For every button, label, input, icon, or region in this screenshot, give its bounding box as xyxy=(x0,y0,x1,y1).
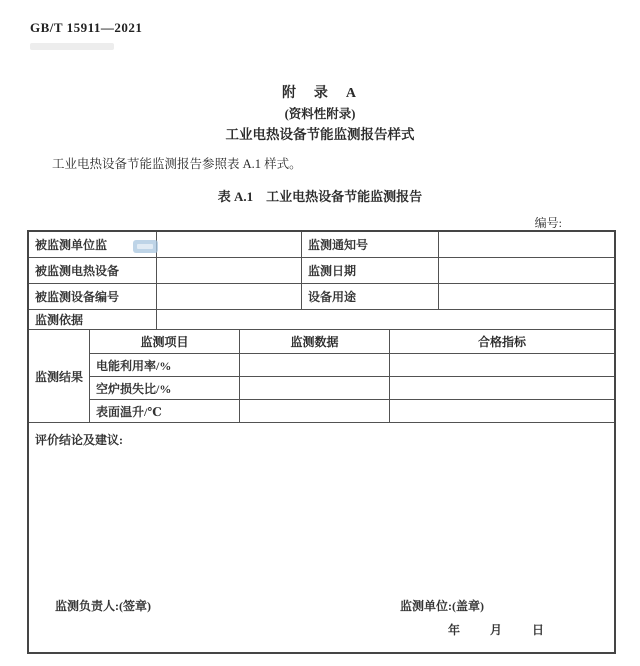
monitoring-date-label: 监测日期 xyxy=(302,258,439,283)
scan-smudge xyxy=(30,43,114,50)
table-row xyxy=(29,284,614,310)
surface-temp-rise-label: 表面温升/℃ xyxy=(90,400,240,422)
table-caption: 表 A.1 工业电热设备节能监测报告 xyxy=(217,189,423,204)
header-target: 合格指标 xyxy=(477,335,526,349)
monitored-equipment-value xyxy=(157,258,302,283)
standard-number: GB/T 15911—2021 xyxy=(30,20,143,35)
result-section-label: 监测结果 xyxy=(29,330,90,422)
signature-person-label: 监测负责人:(签章) xyxy=(55,599,151,613)
conclusion-label: 评价结论及建议: xyxy=(35,433,123,447)
result-row xyxy=(90,377,614,400)
monitored-equipment-label: 被监测电热设备 xyxy=(29,258,157,283)
surface-temp-rise-target xyxy=(390,400,614,422)
appendix-heading: 工业电热设备节能监测报告样式 xyxy=(225,127,415,142)
energy-utilization-label: 电能利用率/% xyxy=(90,354,240,376)
empty-furnace-loss-target xyxy=(390,377,614,399)
conclusion-section xyxy=(29,423,614,653)
monitored-unit-label: 被监测单位监 xyxy=(29,232,157,257)
equipment-use-label: 设备用途 xyxy=(302,284,439,309)
header-item: 监测项目 xyxy=(90,330,240,353)
result-section xyxy=(29,330,614,423)
notice-number-label: 监测通知号 xyxy=(302,232,439,257)
result-row xyxy=(90,354,614,377)
appendix-title: 附 录 A xyxy=(281,86,359,101)
empty-furnace-loss-label: 空炉损失比/% xyxy=(90,377,240,399)
watermark-stamp xyxy=(133,240,158,253)
energy-utilization-target xyxy=(390,354,614,376)
appendix-subtitle: (资料性附录) xyxy=(284,107,356,121)
table-row xyxy=(29,232,614,258)
header-data: 监测数据 xyxy=(240,330,390,353)
year-label: 年 xyxy=(447,623,460,637)
energy-utilization-data xyxy=(240,354,390,376)
table-row xyxy=(29,258,614,284)
equipment-use-value xyxy=(439,284,614,309)
day-label: 日 xyxy=(531,623,544,637)
body-paragraph: 工业电热设备节能监测报告参照表 A.1 样式。 xyxy=(52,157,302,171)
monitoring-date-value xyxy=(439,258,614,283)
signature-unit-label: 监测单位:(盖章) xyxy=(400,599,484,613)
notice-number-value xyxy=(439,232,614,257)
serial-number-label: 编号: xyxy=(534,216,562,230)
appendix-title-block xyxy=(0,84,640,145)
equipment-number-label: 被监测设备编号 xyxy=(29,284,157,309)
monitoring-basis-value xyxy=(157,310,614,329)
date-line xyxy=(448,621,544,638)
result-row xyxy=(90,400,614,422)
empty-furnace-loss-data xyxy=(240,377,390,399)
monitoring-basis-label: 监测依据 xyxy=(29,310,157,329)
surface-temp-rise-data xyxy=(240,400,390,422)
monitored-unit-value xyxy=(157,232,302,257)
monitoring-report-table xyxy=(27,230,616,654)
month-label: 月 xyxy=(489,623,502,637)
table-row xyxy=(29,310,614,330)
result-header-row xyxy=(90,330,614,354)
equipment-number-value xyxy=(157,284,302,309)
